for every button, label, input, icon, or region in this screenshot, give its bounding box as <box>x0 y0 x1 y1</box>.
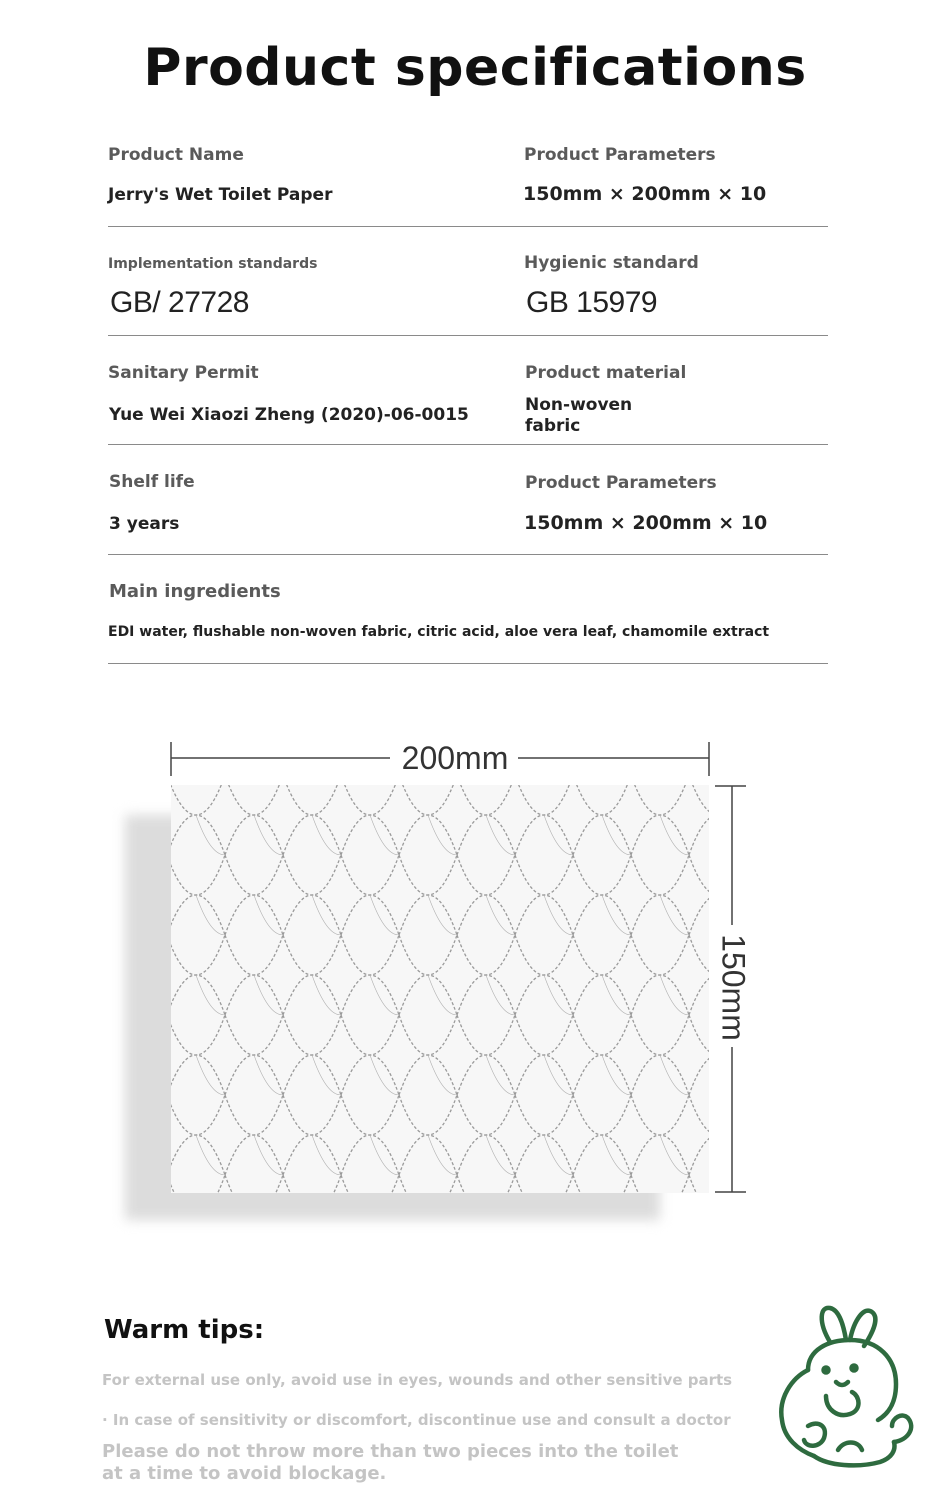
spec-row-1 <box>108 140 828 227</box>
spec-row-3 <box>108 335 828 445</box>
spec-value-product-name: Jerry's Wet Toilet Paper <box>108 185 333 205</box>
spec-value-shelf-life: 3 years <box>109 514 180 534</box>
spec-label-sanitary-permit: Sanitary Permit <box>108 363 259 383</box>
spec-label-product-parameters: Product Parameters <box>524 145 716 165</box>
tip-item-1: For external use only, avoid use in eyes, wounds and other sensitive parts <box>102 1371 733 1389</box>
spec-value-product-parameters-2: 150mm × 200mm × 10 <box>524 512 768 534</box>
width-dimension <box>170 740 710 778</box>
page-title: Product specifications <box>143 38 807 98</box>
spec-row-2 <box>108 226 828 336</box>
height-dimension-label: 150mm <box>715 934 752 1041</box>
wipe-sheet <box>171 785 709 1193</box>
tip-item-2: · In case of sensitivity or discomfort, discontinue use and consult a doctor <box>102 1411 731 1429</box>
width-dimension-label: 200mm <box>401 740 509 776</box>
spec-label-product-material: Product material <box>525 363 687 383</box>
warm-tips-title: Warm tips: <box>104 1315 265 1345</box>
spec-label-hygienic-standard: Hygienic standard <box>524 253 699 273</box>
spec-value-main-ingredients: EDI water, flushable non-woven fabric, citric acid, aloe vera leaf, chamomile extract <box>108 624 770 640</box>
spec-label-product-parameters-2: Product Parameters <box>525 473 717 493</box>
tip-item-3: Please do not throw more than two pieces into the toilet at a time to avoid blockage. <box>102 1441 679 1484</box>
spec-value-product-parameters: 150mm × 200mm × 10 <box>523 183 767 205</box>
spec-value-implementation-standards: GB/ 27728 <box>110 286 249 319</box>
wipe-sheet-image <box>125 785 710 1225</box>
spec-label-shelf-life: Shelf life <box>109 472 195 492</box>
spec-value-sanitary-permit: Yue Wei Xiaozi Zheng (2020)-06-0015 <box>109 405 469 425</box>
spec-row-4 <box>108 444 828 555</box>
spec-value-product-material: Non-woven fabric <box>525 395 633 436</box>
height-dimension <box>700 785 770 1193</box>
spec-label-product-name: Product Name <box>108 145 244 165</box>
spec-row-5 <box>108 554 828 664</box>
spec-label-implementation-standards: Implementation standards <box>108 256 318 272</box>
spec-value-hygienic-standard: GB 15979 <box>526 286 658 319</box>
quilted-pattern <box>171 785 709 1193</box>
bunny-mascot-icon <box>768 1300 920 1480</box>
spec-label-main-ingredients: Main ingredients <box>109 581 281 602</box>
